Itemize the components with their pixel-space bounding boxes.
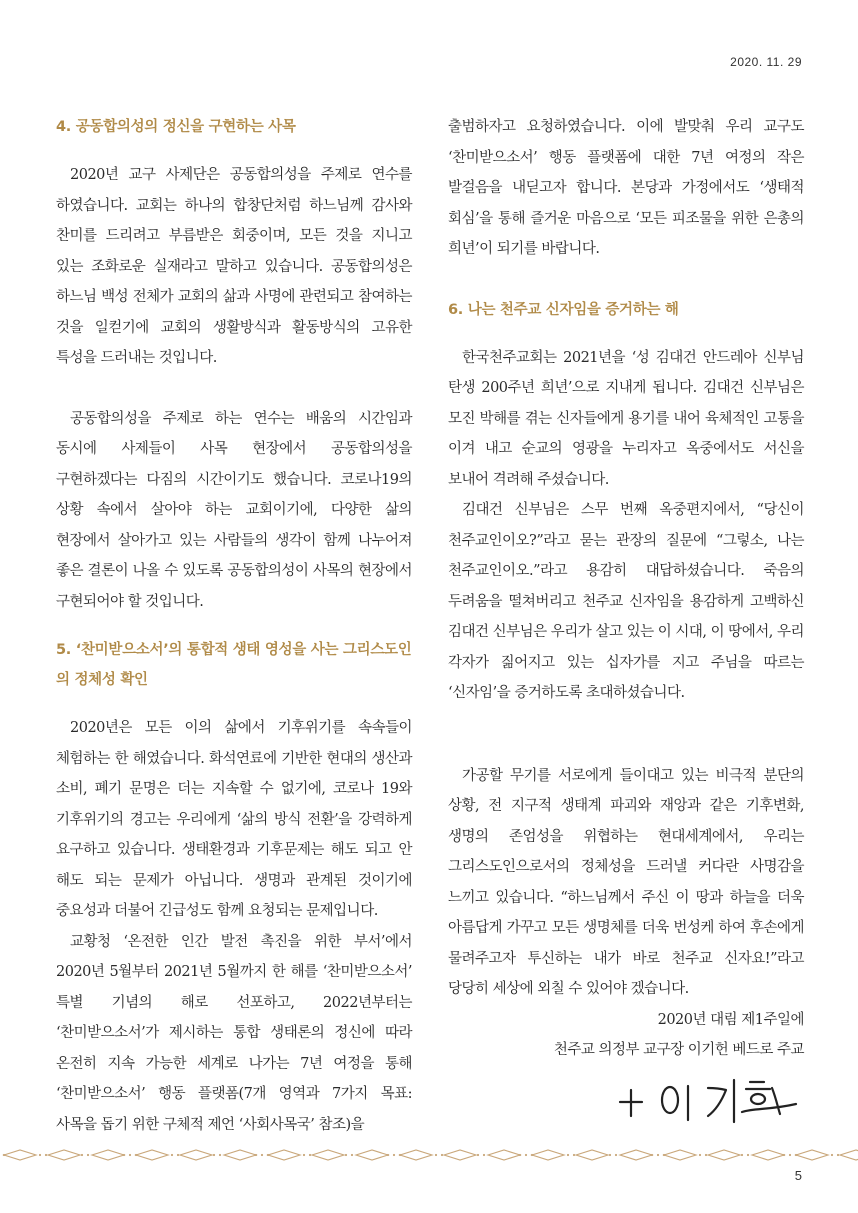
issue-date: 2020. 11. 29 xyxy=(730,55,802,69)
section-5-title: 5. ‘찬미받으소서’의 통합적 생태 영성을 사는 그리스도인의 정체성 확인 xyxy=(56,642,412,688)
section-6-paragraph-2: 김대건 신부님은 스무 번째 옥중편지에서, “당신이 천주교인이오?”라고 묻는 관장의 질문에 “그렇소, 나는 천주교인이오.”라고 용감히 대답하셨습니다. 죽음의 두려움을 떨쳐버리고 천주교 신자임을 용감하게 고백하신 김대건 신부님은 우리가 살고 있는 이 시대, 이 땅에서, 우리 각자가 짊어지고 있는 십자가를 지고 주님을 따르는 ‘신자임’을 증거하도록 초대하셨습니다. xyxy=(448,502,804,701)
decorative-border xyxy=(0,1138,858,1172)
section-4-paragraph-1: 2020년 교구 사제단은 공동합의성을 주제로 연수를 하였습니다. 교회는 하나의 합창단처럼 하느님께 감사와 찬미를 드리려고 부름받은 회중이며, 모든 것을 지니고 있는 조화로운 실재라고 말하고 있습니다. 공동합의성은 하느님 백성 전체가 교회의 삶과 사명에 관련되고 참여하는 것을 일컫기에 교회의 생활방식과 활동방식의 고유한 특성을 드러내는 것입니다. xyxy=(56,167,412,366)
section-5-paragraph-2: 교황청 ‘온전한 인간 발전 촉진을 위한 부서’에서 2020년 5월부터 2021년 5월까지 한 해를 ‘찬미받으소서’ 특별 기념의 해로 선포하고, 2022년부터는 ‘찬미받으소서’가 제시하는 통합 생태론의 정신에 따라 온전히 지속 가능한 세계로 나가는 7년 여정을 통해 ‘찬미받으소서’ 행동 플랫폼(7개 영역과 7가지 목표: 사목을 돕기 위한 구체적 제언 ‘사회사목국’ 참조)을 xyxy=(56,933,412,1133)
section-4-title: 4. 공동합의성의 정신을 구현하는 사목 xyxy=(56,119,296,135)
page-number: 5 xyxy=(794,1168,802,1183)
section-6-paragraph-1: 한국천주교회는 2021년을 ‘성 김대건 안드레아 신부님 탄생 200주년 희년’으로 지내게 됩니다. 김대건 신부님은 모진 박해를 겪는 신자들에게 용기를 내어 육체적인 고통을 이겨 내고 순교의 영광을 누리자고 옥중에서도 서신을 보내어 격려해 주셨습니다. xyxy=(448,349,804,488)
closing-paragraph: 가공할 무기를 서로에게 들이대고 있는 비극적 분단의 상황, 전 지구적 생태계 파괴와 재앙과 같은 기후변화, 생명의 존엄성을 위협하는 현대세계에서, 우리는 그리스도인으로서의 정체성을 드러낼 커다란 사명감을 느끼고 있습니다. “하느님께서 주신 이 땅과 하늘을 더욱 아름답게 가꾸고 모든 생명체를 더욱 번성케 하여 후손에게 물려주고자 투신하는 내가 바로 천주교 신자요!”라고 당당히 세상에 외칠 수 있어야 겠습니다. xyxy=(448,767,804,997)
section-5-continued: 출범하자고 요청하였습니다. 이에 발맞춰 우리 교구도 ‘찬미받으소서’ 행동 플랫폼에 대한 7년 여정의 작은 발걸음을 내딛고자 합니다. 본당과 가정에서도 ‘생태적 회심’을 통해 즐거운 마음으로 ‘모든 피조물을 위한 은총의 희년’이 되기를 바랍니다. xyxy=(448,119,804,257)
right-column xyxy=(448,112,804,1066)
sign-date: 2020년 대림 제1주일에 xyxy=(657,1011,804,1028)
section-5-paragraph-1: 2020년은 모든 이의 삶에서 기후위기를 속속들이 체험하는 한 해였습니다. 화석연료에 기반한 현대의 생산과 소비, 폐기 문명은 더는 지속할 수 없기에, 코로나 19와 기후위기의 경고는 우리에게 ‘삶의 방식 전환’을 강력하게 요구하고 있습니다. 생태환경과 기후문제는 해도 되고 안 해도 되는 문제가 아닙니다. 생명과 관계된 것이기에 중요성과 더불어 긴급성도 함께 요청되는 문제입니다. xyxy=(56,720,412,919)
section-4-paragraph-2: 공동합의성을 주제로 하는 연수는 배움의 시간임과 동시에 사제들이 사목 현장에서 공동합의성을 구현하겠다는 다짐의 시간이기도 했습니다. 코로나19의 상황 속에서 살아야 하는 교회이기에, 다양한 삶의 현장에서 살아가고 있는 사람들의 생각이 함께 나누어져 좋은 결론이 나올 수 있도록 공동합의성이 사목의 현장에서 구현되어야 할 것입니다. xyxy=(56,410,412,610)
section-6-title: 6. 나는 천주교 신자임을 증거하는 해 xyxy=(448,301,679,318)
left-column xyxy=(56,112,412,1140)
handwritten-signature xyxy=(612,1058,802,1130)
sign-name: 천주교 의정부 교구장 이기헌 베드로 주교 xyxy=(553,1042,804,1058)
